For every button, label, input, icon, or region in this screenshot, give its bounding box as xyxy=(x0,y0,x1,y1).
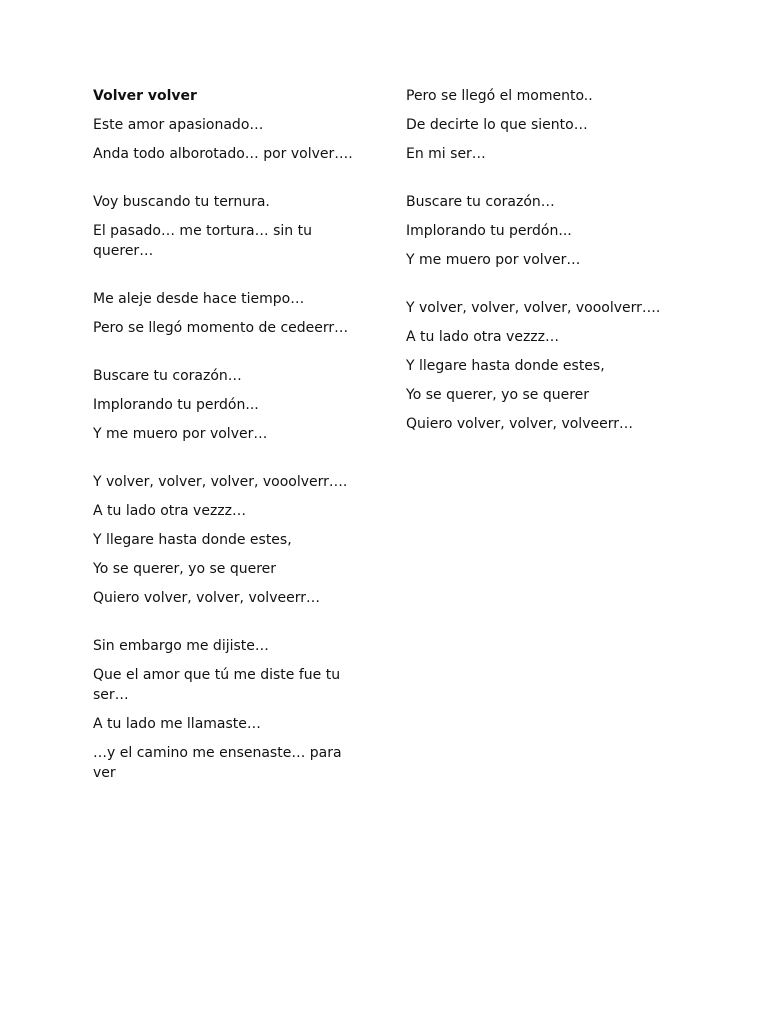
lyric-line: De decirte lo que siento… xyxy=(406,117,588,133)
lyric-line: Voy buscando tu ternura. xyxy=(93,194,270,210)
lyric-line: Y volver, volver, volver, vooolverr…. xyxy=(93,474,348,490)
lyric-line: A tu lado otra vezzz… xyxy=(93,503,246,519)
lyric-line: Buscare tu corazón… xyxy=(93,368,242,384)
stanza-8 xyxy=(406,192,676,270)
lyric-line: A tu lado otra vezzz… xyxy=(406,329,559,345)
lyric-line: Implorando tu perdón... xyxy=(406,223,572,239)
left-column xyxy=(93,86,363,811)
lyric-line: Que el amor que tú me diste fue tu ser… xyxy=(93,667,341,703)
lyric-line: Y volver, volver, volver, vooolverr…. xyxy=(406,300,661,316)
lyric-line: A tu lado me llamaste… xyxy=(93,716,261,732)
lyric-line: Anda todo alborotado… por volver…. xyxy=(93,146,353,162)
lyric-line: Pero se llegó el momento.. xyxy=(406,88,593,104)
lyric-line: Yo se querer, yo se querer xyxy=(406,387,590,403)
lyric-line: Buscare tu corazón… xyxy=(406,194,555,210)
lyric-line: Yo se querer, yo se querer xyxy=(93,561,277,577)
lyric-line: Implorando tu perdón... xyxy=(93,397,259,413)
stanza-1 xyxy=(93,115,363,164)
stanza-6 xyxy=(93,636,363,783)
lyric-line: Este amor apasionado… xyxy=(93,117,264,133)
stanza-7 xyxy=(406,86,676,164)
stanza-3 xyxy=(93,289,363,338)
song-title: Volver volver xyxy=(93,88,197,104)
lyric-line: Me aleje desde hace tiempo… xyxy=(93,291,305,307)
lyric-line: El pasado… me tortura… sin tu querer… xyxy=(93,223,312,259)
lyric-line: Sin embargo me dijiste… xyxy=(93,638,269,654)
lyric-line: Pero se llegó momento de cedeerr… xyxy=(93,320,349,336)
lyric-line: Quiero volver, volver, volveerr… xyxy=(93,590,320,606)
lyric-line: …y el camino me ensenaste… para ver xyxy=(93,745,342,781)
stanza-2 xyxy=(93,192,363,261)
stanza-5 xyxy=(93,472,363,608)
lyric-line: Y llegare hasta donde estes, xyxy=(406,358,605,374)
lyric-line: Y me muero por volver… xyxy=(93,426,268,442)
lyric-line: Y me muero por volver… xyxy=(406,252,581,268)
lyric-line: En mi ser… xyxy=(406,146,486,162)
stanza-4 xyxy=(93,366,363,444)
lyric-line: Y llegare hasta donde estes, xyxy=(93,532,292,548)
right-column xyxy=(406,86,676,462)
lyric-line: Quiero volver, volver, volveerr… xyxy=(406,416,633,432)
stanza-9 xyxy=(406,298,676,434)
